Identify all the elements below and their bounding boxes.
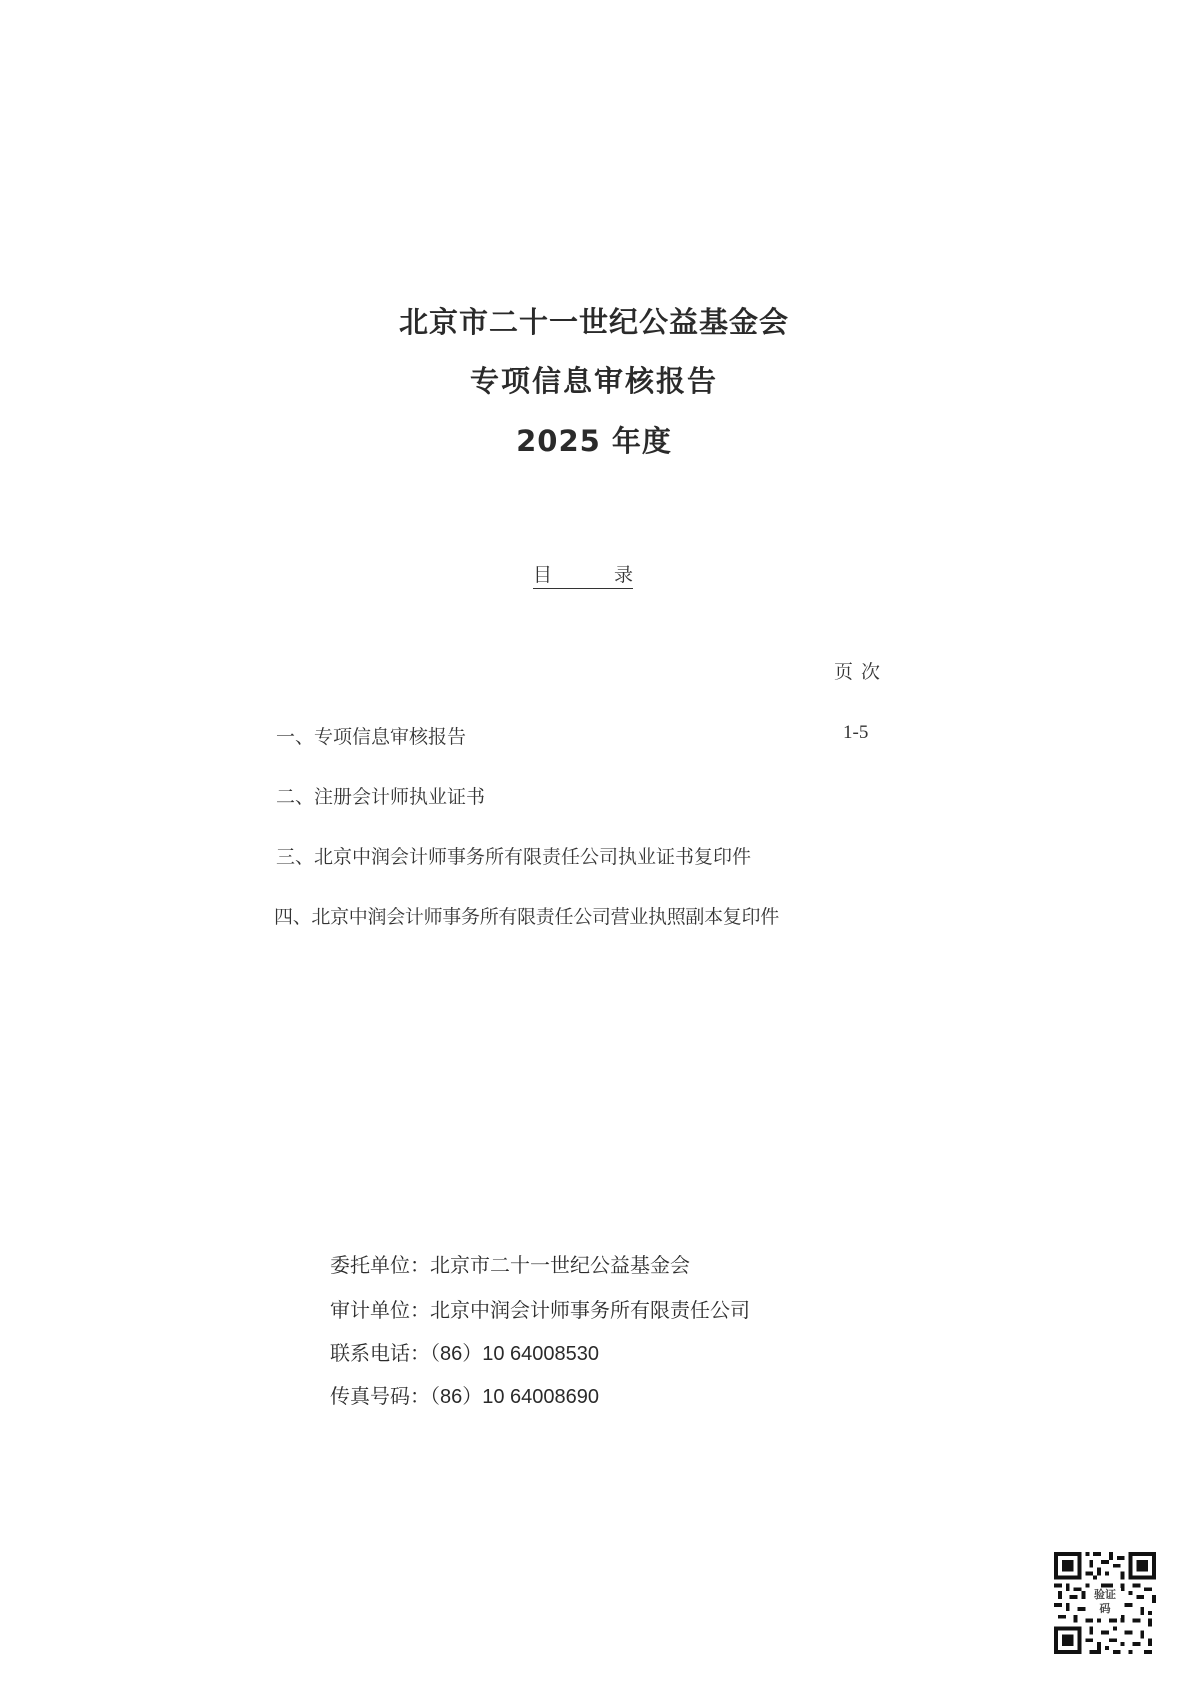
toc-pages-header: 页次 — [834, 661, 889, 683]
toc-heading-right: 录 — [613, 564, 633, 586]
qr-center-label: 验证码 — [1089, 1588, 1121, 1618]
client-value: 北京市二十一世纪公益基金会 — [430, 1253, 690, 1277]
toc-item-pages: 1-5 — [843, 722, 869, 743]
toc-heading-left: 目 — [533, 564, 553, 586]
toc-item: 三、北京中润会计师事务所有限责任公司执业证书复印件 — [276, 846, 752, 868]
client-label: 委托单位： — [330, 1253, 430, 1277]
phone-value: （86）10 64008530 — [430, 1343, 600, 1365]
fax-label: 传真号码： — [330, 1384, 430, 1408]
auditor-value: 北京中润会计师事务所有限责任公司 — [430, 1298, 750, 1322]
toc-item: 四、北京中润会计师事务所有限责任公司营业执照副本复印件 — [274, 906, 779, 928]
report-title-type: 专项信息审核报告 — [469, 364, 718, 398]
qr-code-icon[interactable] — [1053, 1552, 1157, 1654]
toc-heading — [533, 560, 633, 589]
client-row — [330, 1249, 690, 1278]
toc-item: 二、注册会计师执业证书 — [276, 786, 486, 808]
fax-value: （86）10 64008690 — [430, 1386, 600, 1408]
auditor-label: 审计单位： — [330, 1298, 430, 1322]
auditor-row — [330, 1294, 750, 1323]
phone-row — [330, 1337, 599, 1366]
toc-item: 一、专项信息审核报告 — [276, 726, 467, 748]
report-title-year: 2025 年度 — [516, 424, 672, 458]
fax-row — [330, 1380, 599, 1409]
phone-label: 联系电话： — [330, 1341, 430, 1365]
report-title-organization: 北京市二十一世纪公益基金会 — [398, 305, 789, 339]
